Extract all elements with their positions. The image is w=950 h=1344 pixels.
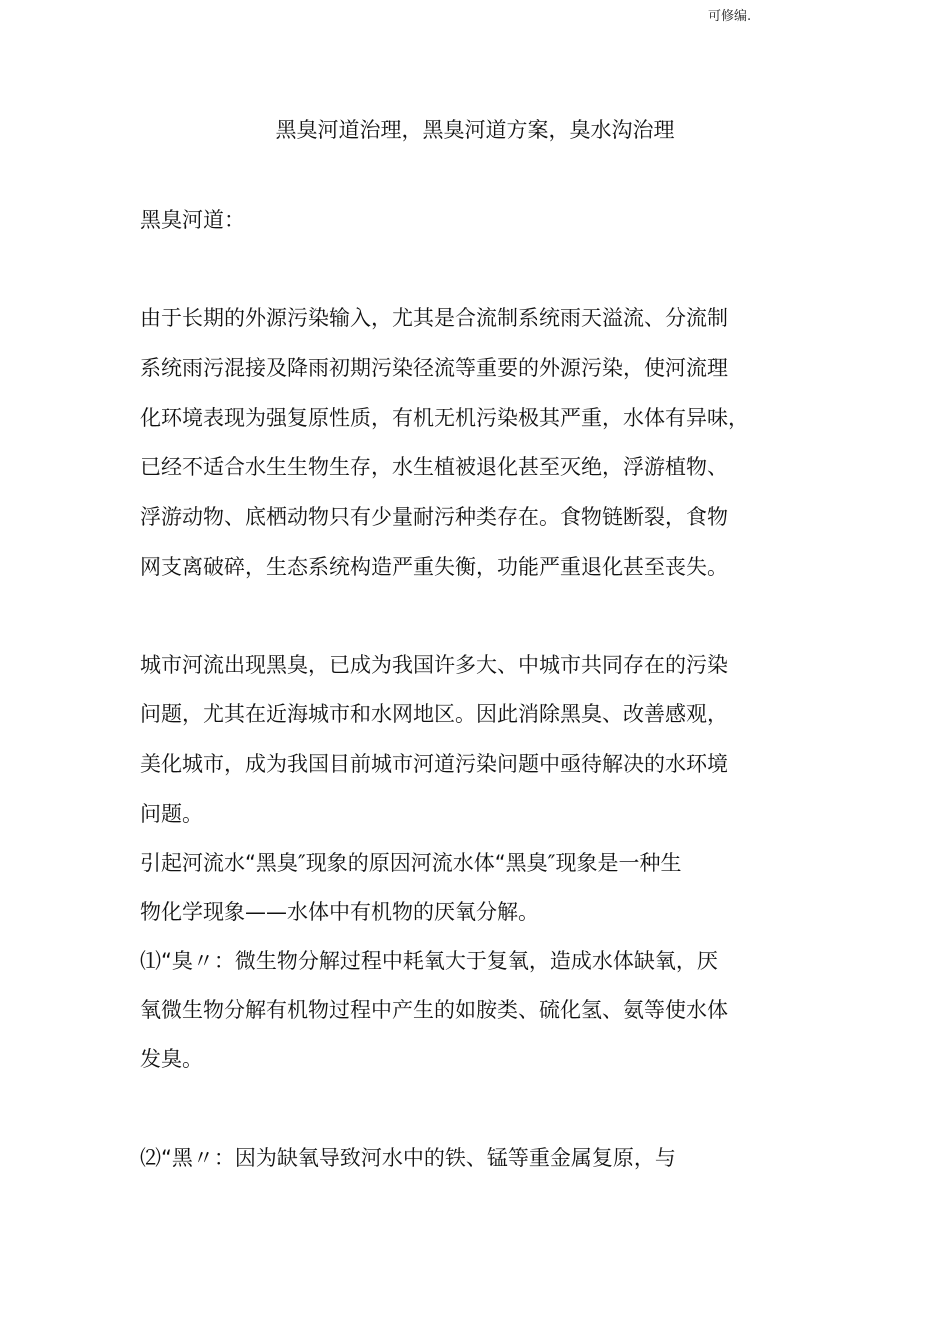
text-line: 由于长期的外源污染输入，尤其是合流制系统雨天溢流、分流制 (140, 306, 728, 330)
text-line: 美化城市，成为我国目前城市河道污染问题中亟待解决的水环境 (140, 752, 728, 776)
text-line: 系统雨污混接及降雨初期污染径流等重要的外源污染，使河流理 (140, 356, 728, 380)
text-line: 引起河流水“黑臭″现象的原因河流水体“黑臭″现象是一种生 (140, 851, 682, 875)
text-line: 发臭。 (140, 1047, 203, 1071)
text-line: 化环境表现为强复原性质，有机无机污染极其严重，水体有异味， (140, 406, 749, 430)
text-line: 浮游动物、底栖动物只有少量耐污种类存在。食物链断裂，食物 (140, 505, 728, 529)
text-line: 城市河流出现黑臭，已成为我国许多大、中城市共同存在的污染 (140, 653, 728, 677)
text-line: 网支离破碎，生态系统构造严重失衡，功能严重退化甚至丧失。 (140, 555, 728, 579)
text-line: 问题。 (140, 802, 203, 826)
text-line: 氧微生物分解有机物过程中产生的如胺类、硫化氢、氨等使水体 (140, 998, 728, 1022)
text-line: 已经不适合水生生物生存，水生植被退化甚至灭绝，浮游植物、 (140, 455, 728, 479)
text-line: ⑵“黑〃：因为缺氧导致河水中的铁、锰等重金属复原，与 (140, 1146, 676, 1170)
text-line: ⑴“臭〃：微生物分解过程中耗氧大于复氧，造成水体缺氧，厌 (140, 949, 718, 973)
page-header-note: 可修编. (708, 9, 752, 24)
text-line: 物化学现象——水体中有机物的厌氧分解。 (140, 900, 539, 924)
document-title: 黑臭河道治理，黑臭河道方案，臭水沟治理 (275, 118, 675, 142)
text-line: 问题，尤其在近海城市和水网地区。因此消除黑臭、改善感观， (140, 702, 728, 726)
section-heading: 黑臭河道： (140, 208, 245, 232)
